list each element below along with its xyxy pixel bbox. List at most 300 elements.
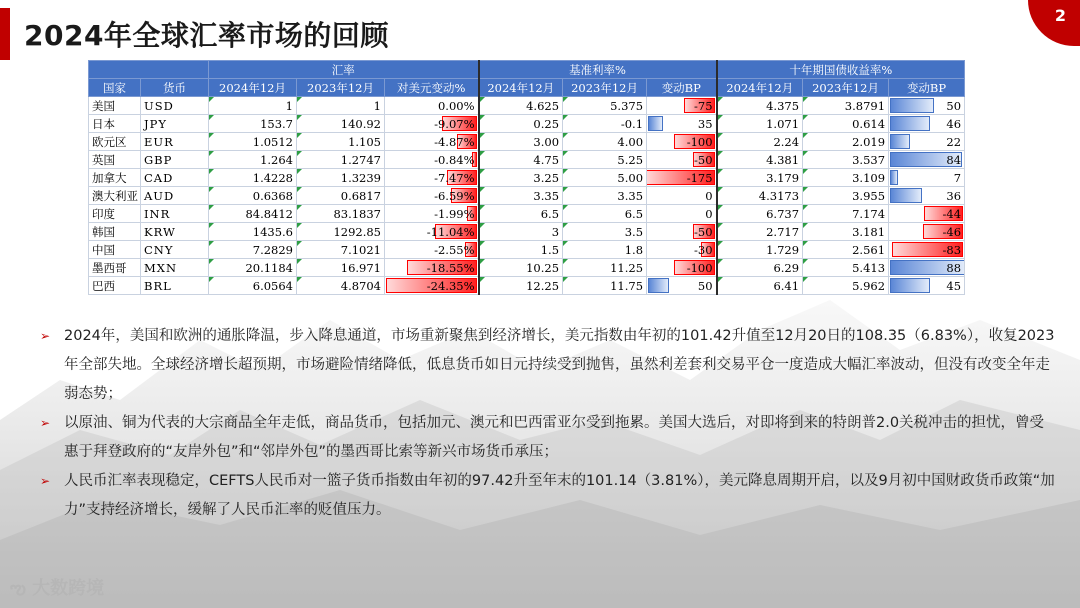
positive-data-bar <box>890 98 934 113</box>
cell-value: 中国 <box>92 242 115 257</box>
yield-change-cell <box>889 187 965 205</box>
rate-change-cell <box>647 169 717 187</box>
number-as-text-marker-icon <box>803 223 808 228</box>
cell-value: 巴西 <box>92 278 115 293</box>
cell-value: 5.413 <box>852 260 886 275</box>
number-as-text-marker-icon <box>718 223 723 228</box>
cell-value: -4.87% <box>434 134 475 149</box>
rate-2023-cell <box>563 115 647 133</box>
cell-value: 1.3239 <box>340 170 381 185</box>
rate-2024-cell <box>479 115 563 133</box>
cell-value: JPY <box>144 116 167 131</box>
yield-2023-cell <box>803 277 889 295</box>
yield-change-cell <box>889 277 965 295</box>
number-as-text-marker-icon <box>480 223 485 228</box>
cell-value: 83.1837 <box>333 206 381 221</box>
rate-2024-cell <box>479 277 563 295</box>
number-as-text-marker-icon <box>209 115 214 120</box>
cell-value: 4.3173 <box>758 188 800 203</box>
fx-2024-cell <box>209 187 297 205</box>
cell-value: 6.5 <box>624 206 644 221</box>
cell-value: 5.375 <box>610 98 644 113</box>
yield-2023-cell <box>803 133 889 151</box>
currency-cell <box>141 151 209 169</box>
number-as-text-marker-icon <box>563 151 568 156</box>
bullet-item <box>40 409 1055 467</box>
rate-2023-cell <box>563 241 647 259</box>
fx-2023-cell <box>297 223 385 241</box>
cell-value: 5.962 <box>852 278 886 293</box>
number-as-text-marker-icon <box>718 115 723 120</box>
cell-value: 0 <box>705 188 713 203</box>
fx-2023-cell <box>297 151 385 169</box>
table-row <box>89 169 965 187</box>
col-header-yield-change: 变动BP <box>889 79 965 97</box>
cell-value: -100 <box>686 260 713 275</box>
cell-value: 11.25 <box>610 260 644 275</box>
cell-value: 墨西哥 <box>92 260 127 275</box>
cell-value: 1.264 <box>260 152 293 167</box>
number-as-text-marker-icon <box>297 205 302 210</box>
yield-2023-cell <box>803 169 889 187</box>
country-cell <box>89 259 141 277</box>
number-as-text-marker-icon <box>718 259 723 264</box>
number-as-text-marker-icon <box>563 115 568 120</box>
rate-2023-cell <box>563 277 647 295</box>
fx-change-cell <box>385 151 479 169</box>
positive-data-bar <box>890 170 898 185</box>
cell-value: AUD <box>144 188 175 203</box>
fx-change-cell <box>385 187 479 205</box>
commentary-bullets <box>40 322 1055 525</box>
cell-value: 0 <box>705 206 713 221</box>
fx-2023-cell <box>297 115 385 133</box>
cell-value: 2.019 <box>852 134 886 149</box>
number-as-text-marker-icon <box>563 259 568 264</box>
cell-value: 1.2747 <box>340 152 381 167</box>
country-cell <box>89 97 141 115</box>
number-as-text-marker-icon <box>480 241 485 246</box>
cell-value: 0.6368 <box>252 188 293 203</box>
number-as-text-marker-icon <box>480 115 485 120</box>
number-as-text-marker-icon <box>563 97 568 102</box>
cell-value: 11.75 <box>610 278 644 293</box>
cell-value: 1.8 <box>624 242 644 257</box>
rate-2024-cell <box>479 151 563 169</box>
country-cell <box>89 187 141 205</box>
cell-value: 3.35 <box>533 188 560 203</box>
fx-rates-table <box>88 60 965 295</box>
yield-2023-cell <box>803 205 889 223</box>
cell-value: 澳大利亚 <box>92 188 138 203</box>
table-row <box>89 277 965 295</box>
cell-value: 3.537 <box>852 152 886 167</box>
number-as-text-marker-icon <box>563 187 568 192</box>
fx-2024-cell <box>209 259 297 277</box>
arrow-bullet-icon: ➢ <box>40 416 51 430</box>
cell-value: 0.6817 <box>340 188 381 203</box>
yield-change-cell <box>889 133 965 151</box>
yield-2024-cell <box>717 151 803 169</box>
cell-value: 美国 <box>92 98 115 113</box>
cell-value: -2.55% <box>434 242 475 257</box>
rate-2024-cell <box>479 169 563 187</box>
cell-value: 3.35 <box>617 188 644 203</box>
fx-2024-cell <box>209 241 297 259</box>
currency-cell <box>141 169 209 187</box>
cell-value: 1435.6 <box>252 224 293 239</box>
rate-2023-cell <box>563 223 647 241</box>
cell-value: CNY <box>144 242 174 257</box>
watermark-logo <box>10 574 104 603</box>
yield-2024-cell <box>717 187 803 205</box>
cell-value: -50 <box>694 224 713 239</box>
number-as-text-marker-icon <box>480 169 485 174</box>
group-header-blank <box>89 61 209 79</box>
yield-2024-cell <box>717 115 803 133</box>
cell-value: 3.8791 <box>844 98 886 113</box>
cell-value: -50 <box>694 152 713 167</box>
cell-value: 84 <box>946 152 962 167</box>
cell-value: 3.00 <box>533 134 560 149</box>
cell-value: 1.729 <box>766 242 800 257</box>
cell-value: 6.29 <box>773 260 800 275</box>
country-cell <box>89 277 141 295</box>
positive-data-bar <box>890 134 910 149</box>
fx-2023-cell <box>297 241 385 259</box>
cell-value: 3.955 <box>852 188 886 203</box>
watermark-icon: ఌ <box>10 578 26 599</box>
cell-value: -44 <box>942 206 962 221</box>
bullet-item <box>40 467 1055 525</box>
cell-value: 1.5 <box>540 242 560 257</box>
number-as-text-marker-icon <box>209 169 214 174</box>
cell-value: 韩国 <box>92 224 115 239</box>
number-as-text-marker-icon <box>718 187 723 192</box>
bullet-item <box>40 322 1055 409</box>
table-row <box>89 187 965 205</box>
number-as-text-marker-icon <box>297 259 302 264</box>
cell-value: 4.625 <box>526 98 560 113</box>
title-accent-bar <box>0 8 10 60</box>
yield-change-cell <box>889 241 965 259</box>
number-as-text-marker-icon <box>209 277 214 282</box>
cell-value: 欧元区 <box>92 134 127 149</box>
cell-value: 7.2829 <box>252 242 293 257</box>
currency-cell <box>141 277 209 295</box>
yield-2024-cell <box>717 241 803 259</box>
cell-value: -24.35% <box>426 278 475 293</box>
yield-2024-cell <box>717 277 803 295</box>
cell-value: 1.0512 <box>252 134 293 149</box>
cell-value: 140.92 <box>340 116 381 131</box>
cell-value: 7.174 <box>852 206 886 221</box>
currency-cell <box>141 187 209 205</box>
table-row <box>89 223 965 241</box>
rate-2023-cell <box>563 151 647 169</box>
fx-change-cell <box>385 133 479 151</box>
col-header-fx-2023: 2023年12月 <box>297 79 385 97</box>
cell-value: 3 <box>551 224 560 239</box>
currency-cell <box>141 133 209 151</box>
number-as-text-marker-icon <box>718 241 723 246</box>
col-header-fx-2024: 2024年12月 <box>209 79 297 97</box>
yield-2023-cell <box>803 241 889 259</box>
fx-change-cell <box>385 169 479 187</box>
col-header-fx-change: 对美元变动% <box>385 79 479 97</box>
number-as-text-marker-icon <box>297 187 302 192</box>
cell-value: MXN <box>144 260 178 275</box>
fx-2024-cell <box>209 223 297 241</box>
number-as-text-marker-icon <box>563 133 568 138</box>
cell-value: 46 <box>946 116 962 131</box>
yield-change-cell <box>889 169 965 187</box>
currency-cell <box>141 205 209 223</box>
table-row <box>89 241 965 259</box>
fx-change-cell <box>385 277 479 295</box>
number-as-text-marker-icon <box>803 133 808 138</box>
cell-value: -0.1 <box>620 116 644 131</box>
cell-value: 3.109 <box>852 170 886 185</box>
cell-value: 0.25 <box>533 116 560 131</box>
country-cell <box>89 223 141 241</box>
cell-value: 7.1021 <box>340 242 381 257</box>
currency-cell <box>141 241 209 259</box>
number-as-text-marker-icon <box>209 205 214 210</box>
number-as-text-marker-icon <box>718 97 723 102</box>
cell-value: 12.25 <box>526 278 560 293</box>
group-header-policy-rate: 基准利率% <box>479 61 717 79</box>
yield-2024-cell <box>717 133 803 151</box>
fx-2024-cell <box>209 115 297 133</box>
country-cell <box>89 205 141 223</box>
col-header-rate-2024: 2024年12月 <box>479 79 563 97</box>
rate-change-cell <box>647 259 717 277</box>
yield-2023-cell <box>803 259 889 277</box>
number-as-text-marker-icon <box>563 169 568 174</box>
number-as-text-marker-icon <box>297 241 302 246</box>
cell-value: EUR <box>144 134 174 149</box>
cell-value: 20.1184 <box>245 260 293 275</box>
cell-value: 7 <box>953 170 962 185</box>
cell-value: 3.25 <box>533 170 560 185</box>
page-number: 2 <box>1054 6 1066 25</box>
cell-value: 5.00 <box>617 170 644 185</box>
cell-value: 22 <box>946 134 962 149</box>
cell-value: INR <box>144 206 171 221</box>
rate-2024-cell <box>479 205 563 223</box>
group-header-10y-yield: 十年期国债收益率% <box>717 61 965 79</box>
group-header-fx: 汇率 <box>209 61 479 79</box>
yield-2023-cell <box>803 223 889 241</box>
fx-2023-cell <box>297 205 385 223</box>
number-as-text-marker-icon <box>563 205 568 210</box>
cell-value: 印度 <box>92 206 115 221</box>
rate-2024-cell <box>479 187 563 205</box>
cell-value: 0.00% <box>437 98 475 113</box>
arrow-bullet-icon: ➢ <box>40 329 51 343</box>
fx-change-cell <box>385 205 479 223</box>
fx-2024-cell <box>209 169 297 187</box>
rate-2023-cell <box>563 205 647 223</box>
yield-change-cell <box>889 223 965 241</box>
cell-value: 1 <box>285 98 293 113</box>
number-as-text-marker-icon <box>297 151 302 156</box>
cell-value: 4.00 <box>617 134 644 149</box>
currency-cell <box>141 97 209 115</box>
col-header-country: 国家 <box>89 79 141 97</box>
number-as-text-marker-icon <box>803 169 808 174</box>
cell-value: 1.4228 <box>252 170 293 185</box>
cell-value: -7.47% <box>434 170 475 185</box>
number-as-text-marker-icon <box>803 205 808 210</box>
number-as-text-marker-icon <box>563 277 568 282</box>
number-as-text-marker-icon <box>718 151 723 156</box>
fx-change-cell <box>385 241 479 259</box>
col-header-rate-2023: 2023年12月 <box>563 79 647 97</box>
cell-value: BRL <box>144 278 172 293</box>
rate-2024-cell <box>479 97 563 115</box>
cell-value: 4.75 <box>533 152 560 167</box>
fx-table-body <box>89 97 965 295</box>
yield-change-cell <box>889 151 965 169</box>
fx-2024-cell <box>209 277 297 295</box>
number-as-text-marker-icon <box>480 205 485 210</box>
country-cell <box>89 115 141 133</box>
currency-cell <box>141 259 209 277</box>
cell-value: 2.561 <box>852 242 886 257</box>
fx-change-cell <box>385 259 479 277</box>
yield-change-cell <box>889 259 965 277</box>
positive-data-bar <box>890 116 930 131</box>
cell-value: USD <box>144 98 174 113</box>
rate-2023-cell <box>563 187 647 205</box>
country-cell <box>89 169 141 187</box>
cell-value: 加拿大 <box>92 170 127 185</box>
cell-value: 153.7 <box>260 116 293 131</box>
cell-value: 6.737 <box>766 206 800 221</box>
positive-data-bar <box>648 278 669 293</box>
rate-2023-cell <box>563 97 647 115</box>
number-as-text-marker-icon <box>718 133 723 138</box>
fx-2023-cell <box>297 259 385 277</box>
fx-change-cell <box>385 97 479 115</box>
cell-value: 2.717 <box>766 224 800 239</box>
currency-cell <box>141 115 209 133</box>
cell-value: -9.07% <box>434 116 475 131</box>
number-as-text-marker-icon <box>718 205 723 210</box>
rate-change-cell <box>647 133 717 151</box>
number-as-text-marker-icon <box>297 277 302 282</box>
fx-2023-cell <box>297 187 385 205</box>
number-as-text-marker-icon <box>209 241 214 246</box>
number-as-text-marker-icon <box>297 115 302 120</box>
rate-change-cell <box>647 187 717 205</box>
rate-2023-cell <box>563 133 647 151</box>
number-as-text-marker-icon <box>480 97 485 102</box>
rate-change-cell <box>647 151 717 169</box>
cell-value: 50 <box>697 278 713 293</box>
cell-value: 36 <box>946 188 962 203</box>
cell-value: GBP <box>144 152 173 167</box>
yield-2024-cell <box>717 259 803 277</box>
cell-value: 4.375 <box>766 98 800 113</box>
number-as-text-marker-icon <box>297 223 302 228</box>
cell-value: -30 <box>694 242 713 257</box>
number-as-text-marker-icon <box>297 169 302 174</box>
fx-2024-cell <box>209 151 297 169</box>
cell-value: CAD <box>144 170 174 185</box>
number-as-text-marker-icon <box>480 259 485 264</box>
cell-value: 日本 <box>92 116 115 131</box>
table-row <box>89 205 965 223</box>
cell-value: 16.971 <box>340 260 381 275</box>
fx-2024-cell <box>209 205 297 223</box>
rate-change-cell <box>647 97 717 115</box>
number-as-text-marker-icon <box>297 97 302 102</box>
number-as-text-marker-icon <box>480 187 485 192</box>
cell-value: -175 <box>686 170 713 185</box>
table-row <box>89 115 965 133</box>
yield-2024-cell <box>717 205 803 223</box>
positive-data-bar <box>648 116 663 131</box>
rate-change-cell <box>647 115 717 133</box>
rate-change-cell <box>647 241 717 259</box>
currency-cell <box>141 223 209 241</box>
page-title: 2024年全球汇率市场的回顾 <box>24 19 389 52</box>
rate-2024-cell <box>479 259 563 277</box>
country-cell <box>89 151 141 169</box>
positive-data-bar <box>890 278 930 293</box>
cell-value: 2.24 <box>773 134 800 149</box>
cell-value: -1.99% <box>434 206 475 221</box>
number-as-text-marker-icon <box>803 151 808 156</box>
cell-value: 1.071 <box>766 116 800 131</box>
rate-2023-cell <box>563 259 647 277</box>
cell-value: 4.8704 <box>340 278 381 293</box>
rate-2023-cell <box>563 169 647 187</box>
number-as-text-marker-icon <box>803 259 808 264</box>
fx-2023-cell <box>297 169 385 187</box>
yield-2023-cell <box>803 187 889 205</box>
cell-value: 3.5 <box>624 224 644 239</box>
rate-2024-cell <box>479 223 563 241</box>
bullet-text: 以原油、铜为代表的大宗商品全年走低，商品货币，包括加元、澳元和巴西雷亚尔受到拖累。美国大选后，对即将到来的特朗普2.0关税冲击的担忧，曾受惠于拜登政府的“友岸外包”和“邻岸外包”的墨西哥比索等新兴市场货币承压； <box>64 415 1045 460</box>
cell-value: 1292.85 <box>333 224 381 239</box>
yield-2024-cell <box>717 97 803 115</box>
cell-value: -46 <box>942 224 962 239</box>
table-row <box>89 133 965 151</box>
number-as-text-marker-icon <box>718 169 723 174</box>
cell-value: -11.04% <box>426 224 475 239</box>
rate-change-cell <box>647 205 717 223</box>
yield-2023-cell <box>803 97 889 115</box>
arrow-bullet-icon: ➢ <box>40 474 51 488</box>
country-cell <box>89 241 141 259</box>
number-as-text-marker-icon <box>480 151 485 156</box>
number-as-text-marker-icon <box>209 151 214 156</box>
cell-value: -75 <box>694 98 713 113</box>
fx-2023-cell <box>297 97 385 115</box>
number-as-text-marker-icon <box>480 277 485 282</box>
yield-2024-cell <box>717 223 803 241</box>
cell-value: 35 <box>697 116 713 131</box>
cell-value: 5.25 <box>617 152 644 167</box>
number-as-text-marker-icon <box>209 223 214 228</box>
cell-value: 3.181 <box>852 224 886 239</box>
number-as-text-marker-icon <box>563 241 568 246</box>
fx-2023-cell <box>297 277 385 295</box>
